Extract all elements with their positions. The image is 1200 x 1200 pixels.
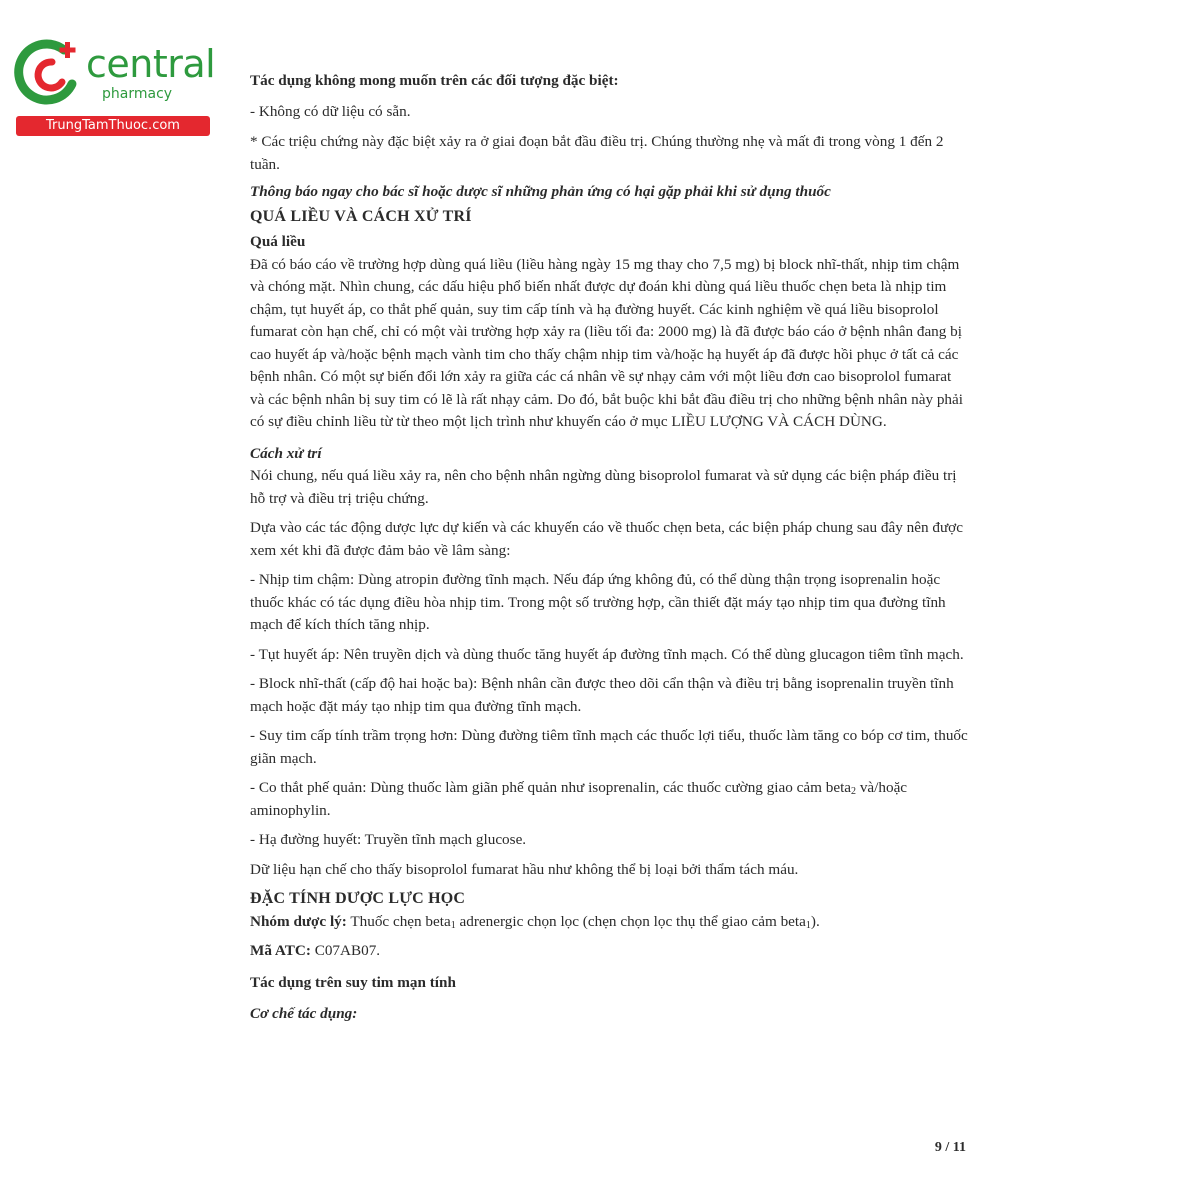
group-text-c: ). bbox=[810, 912, 820, 930]
group-text-b: adrenergic chọn lọc (chẹn chọn lọc thụ thể giao cảm beta bbox=[455, 912, 806, 930]
paragraph-no-data: - Không có dữ liệu có sẵn. bbox=[250, 102, 411, 120]
logo-brand-text: central bbox=[86, 42, 216, 86]
group-subscript-2: 1 bbox=[805, 919, 811, 931]
paragraph-treatment-general: Nói chung, nếu quá liều xảy ra, nên cho bệnh nhân ngừng dùng bisoprolol fumarat và sử dụng các biện pháp điều trị hỗ trợ và điều trị triệu chứng. bbox=[250, 467, 957, 507]
bronchospasm-text-b: và/hoặc aminophylin. bbox=[250, 779, 908, 819]
paragraph-pharmacologic-group bbox=[250, 911, 968, 934]
document-page bbox=[250, 70, 968, 1026]
paragraph-heart-failure: - Suy tim cấp tính trầm trọng hơn: Dùng đường tiêm tĩnh mạch các thuốc lợi tiểu, thuốc làm tăng co bóp cơ tim, thuốc giãn mạch. bbox=[250, 727, 968, 767]
paragraph-symptom-note: * Các triệu chứng này đặc biệt xảy ra ở giai đoạn bắt đầu điều trị. Chúng thường nhẹ và mất đi trong vòng 1 đến 2 tuần. bbox=[250, 133, 944, 173]
paragraph-atc-code bbox=[250, 940, 968, 963]
atc-label: Mã ATC: bbox=[250, 942, 311, 959]
paragraph-bronchospasm bbox=[250, 777, 968, 822]
paragraph-av-block: - Block nhĩ-thất (cấp độ hai hoặc ba): Bệnh nhân cần được theo dõi cẩn thận và điều trị bằng isoprenalin truyền tĩnh mạch hoặc đặt máy tạo nhịp tim qua đường tĩnh mạch. bbox=[250, 675, 954, 715]
logo-site-banner: TrungTamThuoc.com bbox=[16, 116, 210, 136]
paragraph-bradycardia: - Nhịp tim chậm: Dùng atropin đường tĩnh mạch. Nếu đáp ứng không đủ, có thể dùng thận trọng isoprenalin hoặc thuốc khác có tác dụng điều hòa nhịp tim. Trong một số trường hợp, cần thiết đặt máy tạo nhịp tim qua đường tĩnh mạch để kích thích tăng nhịp. bbox=[250, 571, 946, 633]
paragraph-dialysis: Dữ liệu hạn chế cho thấy bisoprolol fumarat hầu như không thể bị loại bởi thẩm tách máu. bbox=[250, 860, 799, 878]
paragraph-hypotension: - Tụt huyết áp: Nên truyền dịch và dùng thuốc tăng huyết áp đường tĩnh mạch. Có thể dùng glucagon tiêm tĩnh mạch. bbox=[250, 645, 964, 663]
paragraph-treatment-measures: Dựa vào các tác động dược lực dự kiến và các khuyến cáo về thuốc chẹn beta, các biện pháp chung sau đây nên được xem xét khi đã được đảm bảo về lâm sàng: bbox=[250, 519, 963, 559]
page-number: 9 / 11 bbox=[934, 1140, 966, 1155]
central-pharmacy-logo bbox=[12, 36, 216, 136]
heading-overdose: Quá liều bbox=[250, 233, 306, 250]
bronchospasm-text-a: - Co thắt phế quản: Dùng thuốc làm giãn phế quản như isoprenalin, các thuốc cường giao cảm beta bbox=[250, 779, 852, 796]
heading-mechanism: Cơ chế tác dụng: bbox=[250, 1005, 358, 1022]
heading-overdose-section: QUÁ LIỀU VÀ CÁCH XỬ TRÍ bbox=[250, 207, 472, 225]
heading-treatment: Cách xử trí bbox=[250, 444, 322, 462]
paragraph-hypoglycemia: - Hạ đường huyết: Truyền tĩnh mạch glucose. bbox=[250, 831, 527, 848]
paragraph-notify-doctor: Thông báo ngay cho bác sĩ hoặc dược sĩ những phản ứng có hại gặp phải khi sử dụng thuốc bbox=[250, 183, 831, 200]
group-subscript-1: 1 bbox=[450, 919, 456, 931]
logo-sub-text: pharmacy bbox=[102, 86, 173, 102]
paragraph-overdose: Đã có báo cáo về trường hợp dùng quá liều (liều hàng ngày 15 mg thay cho 7,5 mg) bị block nhĩ-thất, nhịp tim chậm và chóng mặt. Nhìn chung, các dấu hiệu phổ biến nhất được dự đoán khi dùng quá liều thuốc chẹn beta là nhịp tim chậm, tụt huyết áp, co thắt phế quản, suy tim cấp tính và hạ đường huyết. Các kinh nghiệm về quá liều bisoprolol fumarat còn hạn chế, chỉ có một vài trường hợp xảy ra (liều tối đa: 2000 mg) là đã được báo cáo ở bệnh nhân đang bị cao huyết áp và/hoặc bệnh mạch vành tim cho thấy chậm nhịp tim và/hoặc hạ huyết áp đã được hồi phục ở tất cả các bệnh nhân. Có một sự biến đổi lớn xảy ra giữa các cá nhân về sự nhạy cảm với một liều đơn cao bisoprolol fumarat và các bệnh nhân bị suy tim có lẽ là rất nhạy cảm. Do đó, bắt buộc khi bắt đầu điều trị cho những bệnh nhân này phải có sự điều chỉnh liều từ từ theo một lịch trình như khuyến cáo ở mục LIỀU LƯỢNG VÀ CÁCH DÙNG. bbox=[250, 255, 963, 430]
heading-chronic-heart-failure: Tác dụng trên suy tim mạn tính bbox=[250, 973, 456, 991]
heading-pharmacodynamics: ĐẶC TÍNH DƯỢC LỰC HỌC bbox=[250, 890, 466, 907]
group-label: Nhóm dược lý: bbox=[250, 912, 347, 930]
heading-special-populations: Tác dụng không mong muốn trên các đối tượng đặc biệt: bbox=[250, 72, 619, 89]
group-text-a: Thuốc chẹn beta bbox=[346, 912, 451, 930]
central-pharmacy-logo-icon bbox=[12, 36, 92, 116]
bronchospasm-subscript: 2 bbox=[851, 786, 857, 797]
atc-value: C07AB07. bbox=[310, 942, 381, 959]
